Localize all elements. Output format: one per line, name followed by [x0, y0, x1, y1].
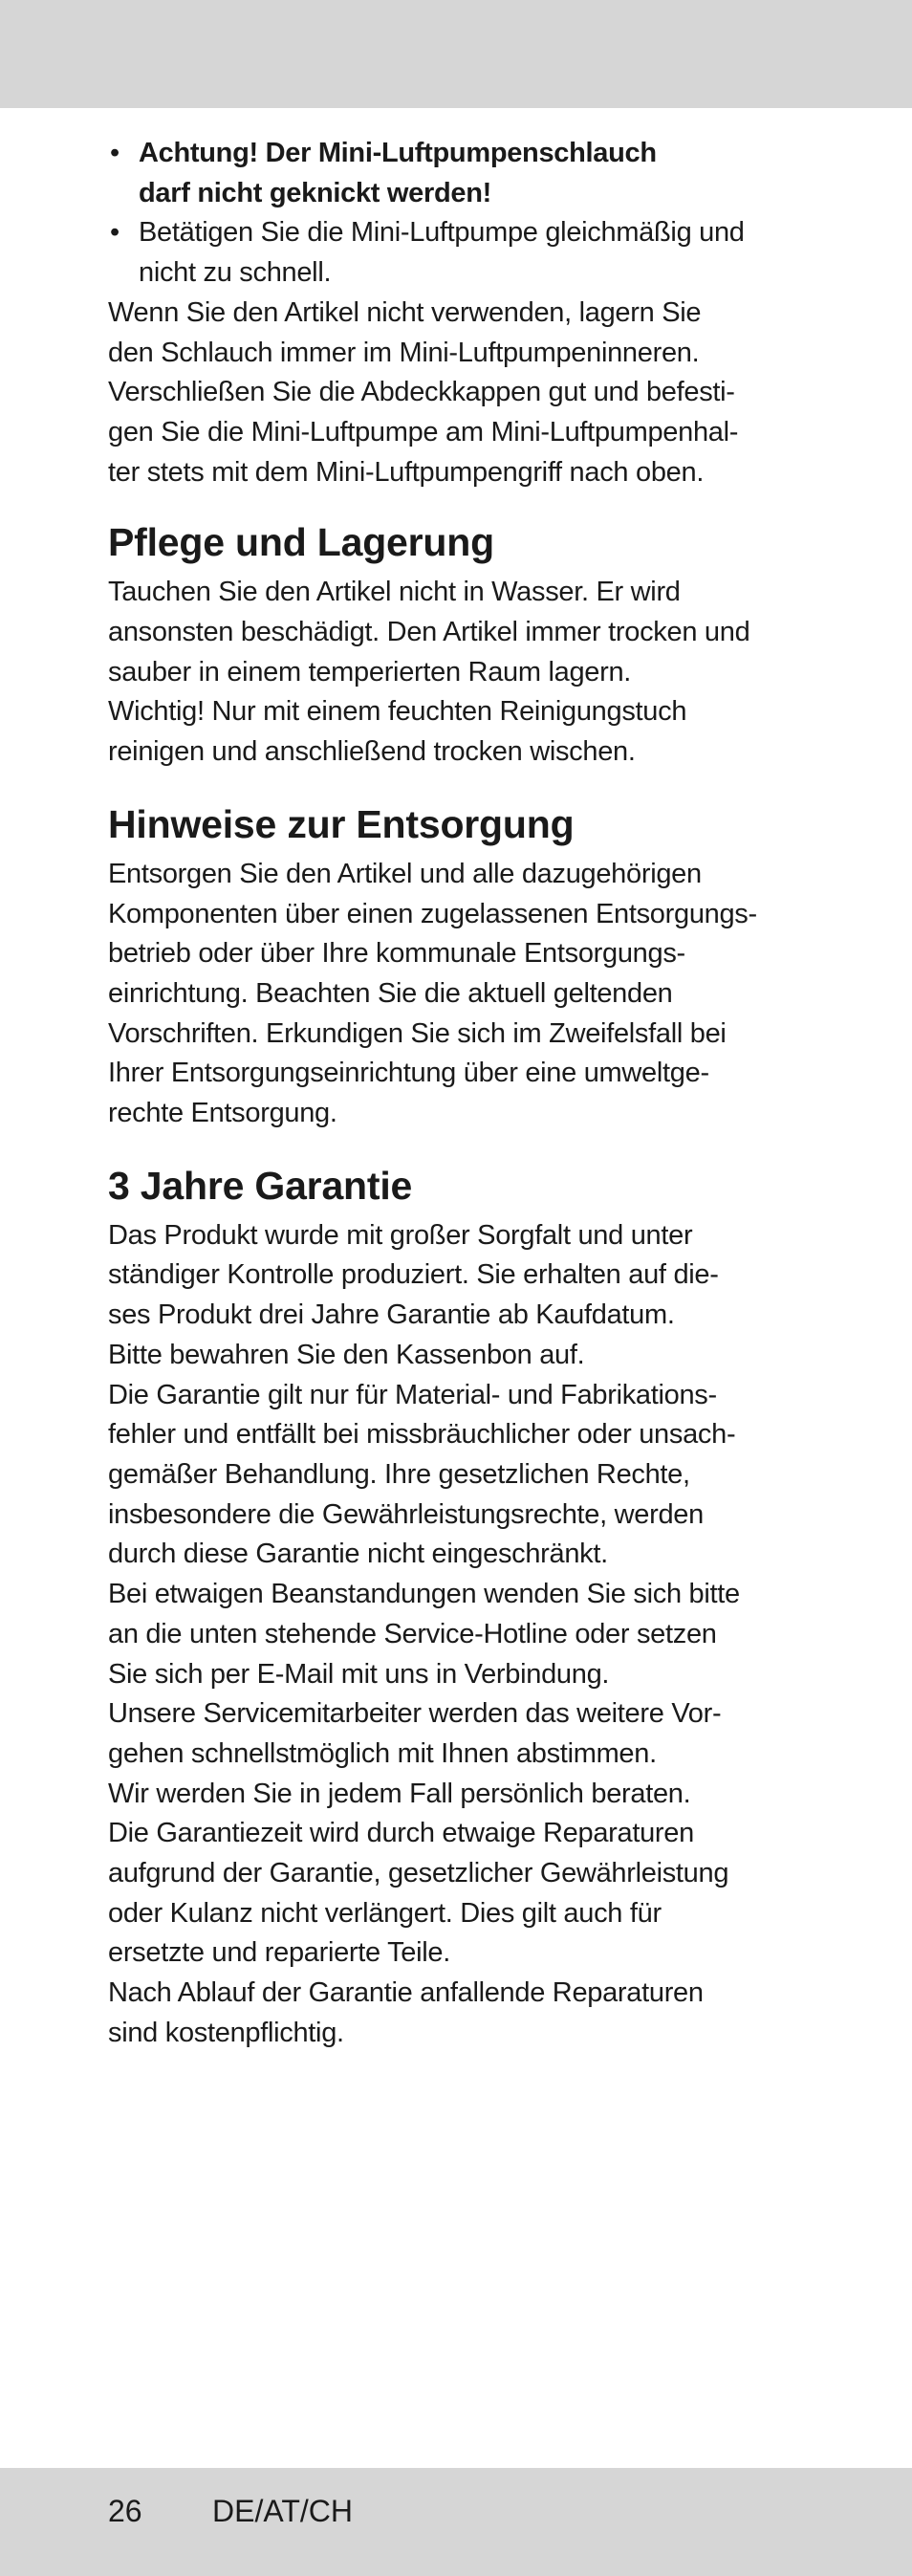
- page-number: 26: [108, 2494, 142, 2528]
- warranty-paragraph: [108, 1216, 815, 2054]
- section-heading-care: Pflege und Lagerung: [108, 520, 494, 565]
- text-line: Entsorgen Sie den Artikel und alle dazugehörigen: [108, 858, 702, 889]
- text-line: darf nicht geknickt werden!: [139, 177, 491, 208]
- text-line: Bei etwaigen Beanstandungen wenden Sie sich bitte: [108, 1579, 740, 1610]
- text-line: Das Produkt wurde mit großer Sorgfalt und unter: [108, 1219, 693, 1251]
- text-line: durch diese Garantie nicht eingeschränkt.: [108, 1539, 608, 1570]
- text-line: Wir werden Sie in jedem Fall persönlich beraten.: [108, 1778, 691, 1809]
- list-item-warning: [108, 134, 815, 213]
- storage-paragraph: [108, 294, 815, 493]
- text-line: einrichtung. Beachten Sie die aktuell geltenden: [108, 977, 673, 1009]
- text-line: rechte Entsorgung.: [108, 1098, 337, 1129]
- bullet-icon: •: [110, 138, 120, 168]
- text-line: an die unten stehende Service-Hotline oder setzen: [108, 1618, 717, 1649]
- text-line: ansonsten beschädigt. Den Artikel immer trocken und: [108, 617, 750, 648]
- text-line: ersetzte und reparierte Teile.: [108, 1937, 451, 1969]
- text-line: den Schlauch immer im Mini-Luftpumpeninneren.: [108, 337, 700, 368]
- bullet-icon: •: [110, 217, 120, 249]
- instruction-list: [108, 134, 815, 294]
- text-line: gen Sie die Mini-Luftpumpe am Mini-Luftpumpenhal-: [108, 416, 739, 448]
- text-line: betrieb oder über Ihre kommunale Entsorgungs-: [108, 938, 685, 970]
- text-line: Betätigen Sie die Mini-Luftpumpe gleichmäßig und: [139, 217, 745, 249]
- text-line: fehler und entfällt bei missbräuchlicher oder unsach-: [108, 1419, 736, 1451]
- text-line: Vorschriften. Erkundigen Sie sich im Zweifelsfall bei: [108, 1017, 727, 1049]
- text-line: ter stets mit dem Mini-Luftpumpengriff nach oben.: [108, 456, 705, 488]
- text-line: sauber in einem temperierten Raum lagern.: [108, 656, 632, 688]
- text-line: Die Garantie gilt nur für Material- und Fabrikations-: [108, 1379, 717, 1410]
- text-line: ses Produkt drei Jahre Garantie ab Kaufdatum.: [108, 1299, 675, 1331]
- care-paragraph: [108, 573, 815, 773]
- list-item-operation: [108, 213, 815, 293]
- text-line: oder Kulanz nicht verlängert. Dies gilt auch für: [108, 1897, 662, 1929]
- text-line: Achtung! Der Mini-Luftpumpenschlauch: [139, 138, 657, 168]
- page-content: [108, 134, 815, 2054]
- text-line: Tauchen Sie den Artikel nicht in Wasser. Er wird: [108, 577, 681, 608]
- text-line: nicht zu schnell.: [139, 257, 332, 289]
- text-line: Nach Ablauf der Garantie anfallende Reparaturen: [108, 1977, 704, 2009]
- region-code: DE/AT/CH: [212, 2494, 353, 2528]
- text-line: gemäßer Behandlung. Ihre gesetzlichen Rechte,: [108, 1458, 690, 1490]
- text-line: sind kostenpflichtig.: [108, 2017, 344, 2048]
- text-line: Verschließen Sie die Abdeckkappen gut und befesti-: [108, 377, 735, 408]
- text-line: Unsere Servicemitarbeiter werden das weitere Vor-: [108, 1698, 722, 1730]
- text-line: ständiger Kontrolle produziert. Sie erhalten auf die-: [108, 1259, 719, 1291]
- text-line: Bitte bewahren Sie den Kassenbon auf.: [108, 1339, 585, 1370]
- text-line: reinigen und anschließend trocken wischen.: [108, 736, 636, 768]
- text-line: aufgrund der Garantie, gesetzlicher Gewährleistung: [108, 1858, 729, 1889]
- text-line: Die Garantiezeit wird durch etwaige Reparaturen: [108, 1818, 694, 1849]
- text-line: Wenn Sie den Artikel nicht verwenden, lagern Sie: [108, 296, 702, 328]
- disposal-paragraph: [108, 855, 815, 1134]
- section-heading-warranty: 3 Jahre Garantie: [108, 1163, 413, 1208]
- text-line: Komponenten über einen zugelassenen Entsorgungs-: [108, 898, 757, 929]
- text-line: Wichtig! Nur mit einem feuchten Reinigungstuch: [108, 696, 687, 728]
- section-heading-disposal: Hinweise zur Entsorgung: [108, 801, 575, 846]
- header-band: [0, 0, 912, 108]
- text-line: insbesondere die Gewährleistungsrechte, werden: [108, 1498, 704, 1530]
- text-line: Ihrer Entsorgungseinrichtung über eine umweltge-: [108, 1058, 709, 1089]
- text-line: gehen schnellstmöglich mit Ihnen abstimmen.: [108, 1737, 657, 1769]
- text-line: Sie sich per E-Mail mit uns in Verbindung.: [108, 1658, 610, 1690]
